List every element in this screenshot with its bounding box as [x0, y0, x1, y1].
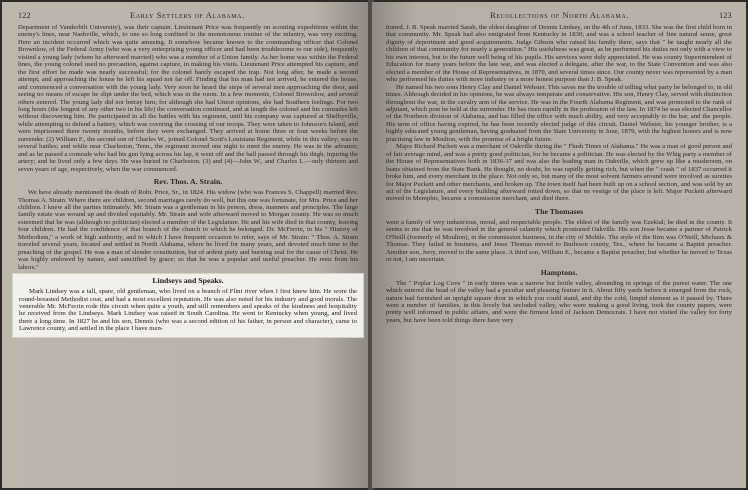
paragraph: We have already mentioned the death of Robt. Price, Sr., in 1824. His widow (who was Frances S. Chappell) married Rev. Thomas A. Strain. Where there are children, second marriages rarely do well, but this one was fortunate, for Mrs. Price and her children. I knew all the parties intimately. Mr. Strain was a gentleman in his person, dress, manners and principles. The large family estate was wound up and divided equitably. Mr. Strain and wife afterward moved to Morgan county. He was so much esteemed that he was (although no politician) elected a member of the Legislature. He and his wife died in that county, leaving four children. He had the confidence of that branch of the church to which he belonged. Dr. McFerrin, in his " History of Methodism," a work of high authority, and to which I have frequent occasion to refer, says of Mr. Strain: " Thos. A. Strain traveled several years, located and settled in North Alabama, where he lived for many years, and devoted much time to the preaching of the gospel. He was a man of slender constitution, but of ardent piety and burning zeal for the cause of Christ. He was highly endowed by nature, and sanctified by grace; so that he was a popular and useful preacher. He rests from his labors." — [18, 189, 358, 271]
left-running-head — [18, 10, 358, 20]
right-page-text — [386, 24, 732, 324]
paragraph: Mark Lindsey was a tall, spare, old gentleman, who lived on a branch of Flint river when I first knew him. He wore the round-breasted Methodist coat, and had a most excellent reputation. He was also noted for his industry and good morals. The venerable Mr. McFerrin rode this circuit when quite a youth, and still remembers and speaks of the kindness and hospitality he received from the Lindseys. Mark Lindsey was raised in South Carolina. He went to Kentucky when young, and lived there a long time. In 1827 he and his son, Dennis (who was a second edition of his father, in person and character), came to Lawrence county, and settled in the place I have men- — [19, 288, 357, 333]
right-page — [372, 2, 746, 488]
right-running-head — [386, 10, 732, 20]
right-running-title: Recollections of North Alabama. — [490, 10, 629, 20]
section-heading-hamptons: Hamptons. — [540, 267, 578, 277]
left-page-number: 122 — [18, 11, 31, 20]
paragraph: Department of Vanderbilt University), was their captain. Lieutenant Price was frequently on scouting expeditions within the enemy's lines, near Nashville, which, to one so long confined to the monotonous routine of the infantry, was very exciting. Here an incident occurred which was quite amusing. It somehow became known to the commanding officer that Colonel Brownlow, of the Federal Army (who was a very enterprising young officer and had been troublesome to our side), frequently visited a young lady (whom he afterward married) who was a member of a Union family. As her home was within the Federal lines, the young colonel used no precaution, against capture, in making his visits. Lieutenant Price attempted his capture, and the first effort he made was nearly successful; for the colonel barely escaped the trap. Not long after, he made a second attempt, and approaching the house he left his squad not far off. Finding that his man had not arrived, he entered the house, and commenced a conversation with the young lady. Very soon he heard the steps of several men approaching the door, and seeing no means of escape he slipt under the bed, which was in the room. In a few moments, Colonel Brownlow, and several others entered. The young lady did not betray him; for although she had Union opinions, she had Southern feelings. For two long hours (the longest of any other two in his life) the conversation continued, and at length the colonel and his comrades left without discovering him. He participated in all the battles with his regiment, until his company was captured at Shelbyville, while attempting to defend a battery, which was covering the crossing of our troops. They were taken to Johnson's Island, and were imprisoned there twenty months, before they were exchanged. They arrived at home three or four weeks before the surrender. (2) William F., the second son of Charles W., joined Colonel Scott's Louisiana Regiment, while in this valley; was in several battles; and while near Charleston, Tenn., the regiment moved one night to meet the enemy. He was in the advance; and as he passed a comrade who had his gun lying across his lap, it went off and the ball passed through his thigh, injuring the artery; and he lived only a few days. He was buried in Charleston. (3) and (4)—John W., and Charles L.—only thirteen and seven years of age, respectively, when the war commenced. — [18, 24, 358, 173]
highlighted-section-lindseys — [12, 273, 364, 338]
section-heading-strain: Rev. Thos. A. Strain. — [153, 177, 223, 187]
right-page-number: 123 — [719, 11, 732, 20]
paragraph: The " Poplar Log Cove " in early times was a narrow but fertile valley, abounding in springs of the purest water. The one which entered the head of the valley had a peculiar and pleasing feature in it. About fifty yards before it emerged from the rock, nature had furnished an upright square door in which you could stand, and dip the cold, limpid element as it passed by. There were a number of families, in this lovely but secluded valley, who were making a good living, took the county papers, were pretty well informed in public affairs, and were the firmest kind of Jackson Democrats. I have not visited the valley for forty years, but have been told things there have very — [386, 279, 732, 324]
section-heading-thomases: The Thomases — [534, 206, 584, 216]
paragraph: Major Richard Puckett was a merchant of Oakville during the " Flush Times of Alabama." He was a man of good person and of fair average mind, and was a pretty good politician, for he became a politician. He was elected by the Whig party a member of the House of Representatives both in 1836-37 and was also the leading man in Oakville, which grew up like a mushroom, on loans obtained from the State Bank. He thought, no doubt, he was rapidly getting rich, but when the " crash " of 1837 occurred it broke him, and every merchant in the place. Not only so, but many of the most solvent farmers around were involved as sureties for Major Puckett and other merchants, and broken up. The town itself had been built up on a school section, and was sold by an act of the Legislature, and every building afterward rotted down, so that no vestige of the place is left. Major Puckett afterward moved to Memphis, became a commission merchant, and died there. — [386, 143, 732, 203]
section-heading-lindseys: Lindseys and Speaks. — [152, 276, 224, 286]
paragraph: tioned. J. B. Speak married Sarah, the eldest daughter of Dennis Lindsey, on the 4th of June, 1833. She was the first child born in that community. Mr. Speak had also emigrated from Kentucky in 1830; and was a school teacher of fine natural sense, great dignity of deportment and good acquirements. Judge Gibson who raised his family there, says that " he taught nearly all the children of that community for nearly a generation." His usefulness was great, as he performed his duties not only with a view to his own interest, but to the future well being of his pupils. His services were duly appreciated. He was county Superintendent of Education for many years before the late war, and was elected a delegate, after the war, to the State Convention and was also elected a member of the House of Representatives, in 1870, and several times since. Our county never was represented by a man who performed his duties with more industry or a more honest purpose than J. B. Speak. — [386, 24, 732, 84]
left-running-title: Early Settlers of Alabama. — [130, 10, 245, 20]
left-page — [2, 2, 370, 488]
paragraph: were a family of very industrious, moral, and respectable people. The eldest of the family was Ezekial; he died in the county. It seems to me that he was involved in the general calamity which prostrated Oakville. His son Jesse became a partner of Patrick O'Neill (formerly of Moulton), in the commission business, in the city of Mobile. The style of the firm was O'Neill, Michaux & Thomas. They failed in business, and Jesse Thomas moved to Burleson county, Tex., where he became a Baptist preacher. Another son, Jerry, moved to the same place. A third son, William E., became a Baptist preacher, but whether he moved to Texas or not, I am uncertain. — [386, 218, 732, 264]
paragraph: He named his two sons Henry Clay and Daniel Webster. This saves me the trouble of telling what party he belonged to, in old times. Although decided in his opinions, he was always temperate and conservative. His son, Henry Clay, served with distinction throughout the war, in the cavalry arm of the service. He was in the Fourth Alabama Regiment, and was promoted to the rank of adjutant, which post he held at the surrender. He has risen rapidly in the profession of the law. In 1874 he was elected Chancellor of the Northern division of Alabama, and has filled the office with much ability, and very acceptably to the bar, and the people. His term of office having expired, he has been recently elected judge of this circuit. Daniel Webster, his younger brother, is a highly educated young gentleman, having graduated from the State University in June, 1879, with the highest honors and is now practising law in Moulton, with the promise of a bright future. — [386, 83, 732, 143]
left-page-text — [18, 24, 358, 338]
